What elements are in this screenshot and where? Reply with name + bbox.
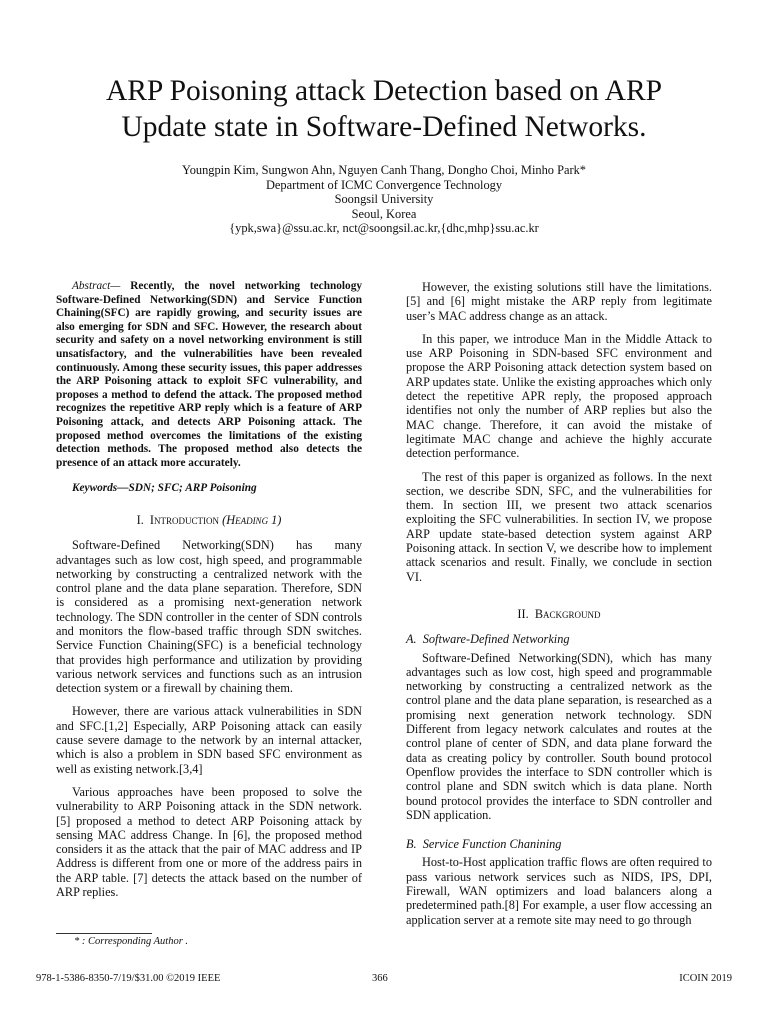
footer-page-number: 366 xyxy=(372,973,388,984)
title-line-1: ARP Poisoning attack Detection based on ARP xyxy=(105,75,663,107)
right-column xyxy=(406,280,712,936)
intro-paragraph-1: Software-Defined Networking(SDN) has many advantages such as low cost, high speed, and programmable networking by constructing a centralized network with the control plane and the data plane separation. Therefore, SDN is considered as a promising next-generation network technology. The SDN controller in the center of SDN controls and monitors the flow-based traffic through SDN switches. Service Function Chaining(SFC) is a beneficial technology that provides high performance and utilization by providing various network services and functions such as an intrusion detection system or a firewall by chaining them. xyxy=(56,538,362,696)
section-heading-introduction: I. Introduction (Heading 1) xyxy=(136,512,282,527)
author-emails: {ypk,swa}@ssu.ac.kr, nct@soongsil.ac.kr,{dhc,mhp}ssu.ac.kr xyxy=(229,221,539,236)
footer-copyright: 978-1-5386-8350-7/19/$31.00 ©2019 IEEE xyxy=(36,973,221,984)
keywords: Keywords—SDN; SFC; ARP Poisoning xyxy=(72,482,257,495)
abstract-lead: Abstract— xyxy=(72,280,121,292)
title-line-2: Update state in Software-Defined Networks. xyxy=(121,111,647,143)
footnote: * : Corresponding Author . xyxy=(74,936,189,947)
left-column xyxy=(56,280,362,908)
subsection-heading-sfc: B. Service Function Chanining xyxy=(406,837,562,852)
paper-title xyxy=(40,73,728,145)
intro-paragraph-4: However, the existing solutions still have the limitations. [5] and [6] might mistake the ARP reply from legitimate user’s MAC address change as an attack. xyxy=(406,280,712,323)
author-block xyxy=(40,163,728,236)
sfc-paragraph: Host-to-Host application traffic flows are often required to pass various network services such as NIDS, IPS, DPI, Firewall, WAN optimizers and load balancers along a predetermined path.[8] For example, a user flow accessing an application server at a remote site may need to go through xyxy=(406,855,712,927)
section-heading-background: II. Background xyxy=(517,606,601,621)
abstract-text: Recently, the novel networking technology Software-Defined Networking(SDN) and Service Function Chaining(SFC) are rapidly growing, and security issues are also emerging for SDN and SFC. However, the research about security and safety on a novel networking environment is still unsatisfactory, and the vulnerabilities have been revealed continuously. Among these security issues, this paper addresses the ARP Poisoning attack to exploit SFC vulnerability, and proposes a method to defend the attack. The proposed method recognizes the repetitive ARP reply which is a feature of ARP Poisoning attack, and detects ARP Poisoning attack. The proposed method overcomes the limitations of the existing detection methods. The proposed method also detects the presence of an attack more accurately. xyxy=(56,280,362,469)
subsection-heading-sdn: A. Software-Defined Networking xyxy=(406,632,570,647)
author-names: Youngpin Kim, Sungwon Ahn, Nguyen Canh Thang, Dongho Choi, Minho Park* xyxy=(182,163,586,177)
author-location: Seoul, Korea xyxy=(351,206,417,221)
footnote-divider xyxy=(56,933,152,934)
intro-paragraph-2: However, there are various attack vulnerabilities in SDN and SFC.[1,2] Especially, ARP Poisoning attack can easily cause severe damage to the network by an internal attacker, which is also a problem in SDN based SFC environment as well as existing network.[3,4] xyxy=(56,704,362,776)
footer-conference: ICOIN 2019 xyxy=(679,973,732,984)
author-department: Department of ICMC Convergence Technology xyxy=(265,177,503,192)
author-university: Soongsil University xyxy=(334,192,434,207)
intro-paragraph-5: In this paper, we introduce Man in the Middle Attack to use ARP Poisoning in SDN-based SFC environment and propose the ARP Poisoning attack detection system based on ARP updates state. Unlike the existing approaches which only detect the repetitive APR reply, the proposed approach identifies not only the number of ARP replies but also the MAC change. Therefore, it can avoid the mistake of legitimate MAC change and achieve the highly accurate detection performance. xyxy=(406,331,712,461)
intro-paragraph-3: Various approaches have been proposed to solve the vulnerability to ARP Poisoning attack in the SDN network. [5] proposed a method to detect ARP Poisoning attack by sensing MAC address Change. In [6], the proposed method considers it as the attack that the pair of MAC address and IP Address is different from one or more of the address pairs in the ARP table. [7] detects the attack based on the number of ARP replies. xyxy=(56,784,362,900)
intro-paragraph-6: The rest of this paper is organized as follows. In the next section, we describe SDN, SFC, and the vulnerabilities for them. In section III, we present two attack scenarios exploiting the SFC vulnerabilities. In section IV, we propose ARP update state-based detection system against ARP Poisoning attack. In section V, we describe how to implement attack scenarios and result. Finally, we conclude in section VI. xyxy=(406,469,712,584)
sdn-paragraph: Software-Defined Networking(SDN), which has many advantages such as low cost, high speed and programmable networking by constructing a centralized network as the control plane and the data plane separation, is researched as a promising next generation network technology. SDN Different from legacy network calculates and routes at the control plane of center of SDN, and data plane forward the data as creating policy by controller. South bound protocol Openflow provides the interface to SDN controller which is control plane and SDN switch which is data plane. North bound protocol provides the interface to SDN controller and SDN application. xyxy=(406,650,712,822)
abstract xyxy=(56,280,362,470)
